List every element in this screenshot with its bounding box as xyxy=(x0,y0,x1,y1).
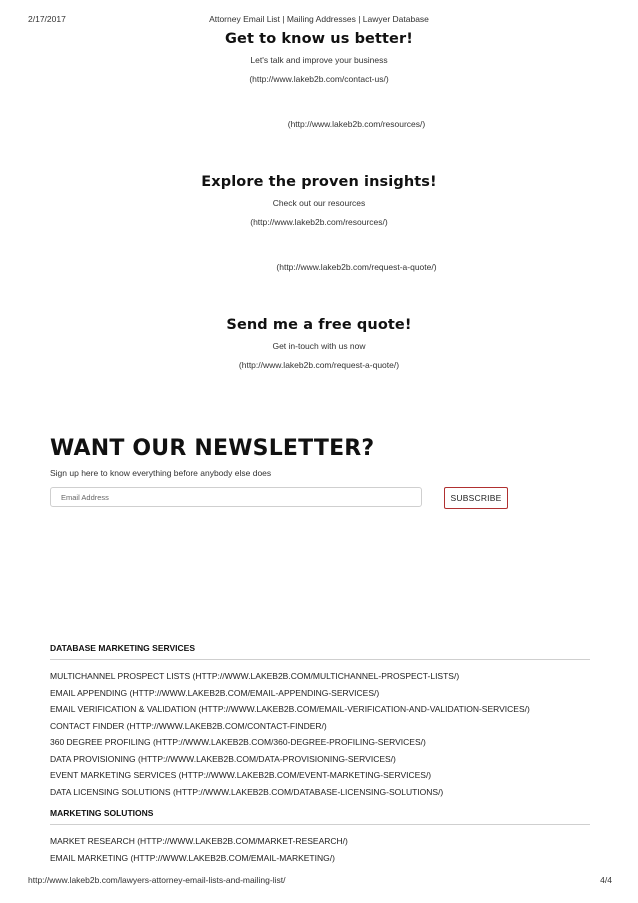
marketing-solutions-section xyxy=(50,808,590,868)
list-item[interactable]: EMAIL VERIFICATION & VALIDATION (HTTP://WWW.LAKEB2B.COM/EMAIL-VERIFICATION-AND-VALIDATION-SERVICES/) xyxy=(50,704,530,714)
list-item[interactable]: EVENT MARKETING SERVICES (HTTP://WWW.LAKEB2B.COM/EVENT-MARKETING-SERVICES/) xyxy=(50,770,432,780)
email-input[interactable]: Email Address xyxy=(50,487,422,507)
cta-quote xyxy=(0,317,638,370)
cta-subtitle: Check out our resources xyxy=(272,198,366,208)
cta-title: Explore the proven insights! xyxy=(201,174,437,190)
cta-title: Get to know us better! xyxy=(225,31,413,47)
cta-subtitle: Let's talk and improve your business xyxy=(250,55,388,65)
request-quote-link[interactable]: (http://www.lakeb2b.com/request-a-quote/) xyxy=(238,360,400,370)
cta-subtitle: Get in-touch with us now xyxy=(272,341,366,351)
database-marketing-section xyxy=(50,643,590,802)
resources-link[interactable]: (http://www.lakeb2b.com/resources/) xyxy=(250,217,388,227)
list-item[interactable]: EMAIL APPENDING (HTTP://WWW.LAKEB2B.COM/EMAIL-APPENDING-SERVICES/) xyxy=(50,687,380,698)
cta-title: Send me a free quote! xyxy=(226,317,412,333)
cta-resources xyxy=(0,174,638,227)
section-heading: MARKETING SOLUTIONS xyxy=(50,808,590,825)
quote-image-link[interactable]: (http://www.lakeb2b.com/request-a-quote/) xyxy=(276,262,437,272)
contact-us-link[interactable]: (http://www.lakeb2b.com/contact-us/) xyxy=(249,74,389,84)
print-date: 2/17/2017 xyxy=(28,14,66,24)
list-item[interactable]: EMAIL MARKETING (HTTP://WWW.LAKEB2B.COM/EMAIL-MARKETING/) xyxy=(50,852,335,863)
list-item[interactable]: DATA LICENSING SOLUTIONS (HTTP://WWW.LAKEB2B.COM/DATABASE-LICENSING-SOLUTIONS/) xyxy=(50,786,444,797)
print-url: http://www.lakeb2b.com/lawyers-attorney-email-lists-and-mailing-list/ xyxy=(28,875,286,885)
subscribe-button[interactable]: SUBSCRIBE xyxy=(444,487,508,509)
newsletter-title: WANT OUR NEWSLETTER? xyxy=(50,436,375,461)
newsletter-section xyxy=(50,436,590,509)
list-item[interactable]: DATA PROVISIONING (HTTP://WWW.LAKEB2B.COM/DATA-PROVISIONING-SERVICES/) xyxy=(50,753,396,764)
section-heading: DATABASE MARKETING SERVICES xyxy=(50,643,590,660)
section-list xyxy=(50,835,590,868)
cta-contact xyxy=(0,31,638,84)
newsletter-form xyxy=(50,487,590,509)
newsletter-subtitle: Sign up here to know everything before anybody else does xyxy=(50,468,272,478)
resources-image-link[interactable]: (http://www.lakeb2b.com/resources/) xyxy=(287,119,426,129)
page-number: 4/4 xyxy=(600,875,612,885)
list-item[interactable]: MARKET RESEARCH (HTTP://WWW.LAKEB2B.COM/MARKET-RESEARCH/) xyxy=(50,836,348,846)
list-item[interactable]: 360 DEGREE PROFILING (HTTP://WWW.LAKEB2B.COM/360-DEGREE-PROFILING-SERVICES/) xyxy=(50,737,426,747)
print-title: Attorney Email List | Mailing Addresses | Lawyer Database xyxy=(209,14,429,24)
list-item[interactable]: MULTICHANNEL PROSPECT LISTS (HTTP://WWW.LAKEB2B.COM/MULTICHANNEL-PROSPECT-LISTS/) xyxy=(50,671,460,681)
section-list xyxy=(50,670,590,802)
list-item[interactable]: CONTACT FINDER (HTTP://WWW.LAKEB2B.COM/CONTACT-FINDER/) xyxy=(50,720,327,731)
